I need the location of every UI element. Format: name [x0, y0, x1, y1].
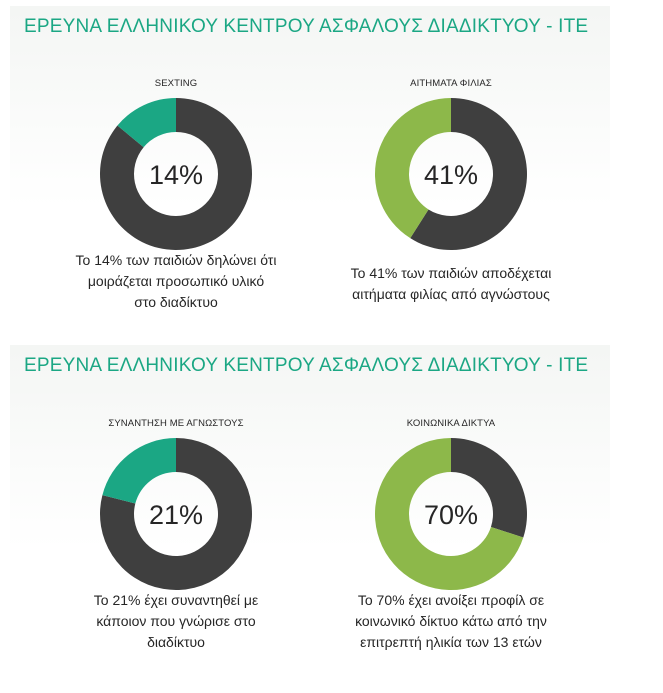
caption-line: στο διαδίκτυο: [134, 294, 218, 310]
chart-caption: [56, 250, 296, 313]
caption-line: Το 70% έχει ανοίξει προφίλ σε: [357, 592, 545, 608]
percentage-label: 21%: [148, 500, 204, 530]
caption-line: Το 14% των παιδιών δηλώνει ότι: [75, 252, 277, 268]
percentage-label: 41%: [423, 160, 479, 190]
donut-slice-value: [102, 438, 176, 504]
section-heading: ΕΡΕΥΝΑ ΕΛΛΗΝΙΚΟΥ ΚΕΝΤΡΟΥ ΑΣΦΑΛΟΥΣ ΔΙΑΔΙΚΤΥΟΥ - ΙΤΕ: [24, 355, 589, 376]
chart-title: ΚΟΙΝΩΝΙΚΑ ΔΙΚΤΥΑ: [406, 418, 496, 429]
caption-line: κάποιον που γνώρισε στο: [96, 613, 256, 629]
chart-caption: [331, 590, 571, 653]
caption-line: διαδίκτυο: [147, 634, 205, 650]
caption-line: αιτήματα φιλίας από αγνώστους: [352, 286, 550, 302]
chart-title: ΑΙΤΗΜΑΤΑ ΦΙΛΙΑΣ: [410, 78, 492, 89]
donut-chart: [375, 438, 527, 590]
donut-chart: [100, 438, 252, 590]
chart-title: SEXTING: [154, 78, 198, 89]
section-heading: ΕΡΕΥΝΑ ΕΛΛΗΝΙΚΟΥ ΚΕΝΤΡΟΥ ΑΣΦΑΛΟΥΣ ΔΙΑΔΙΚΤΥΟΥ - ΙΤΕ: [24, 16, 589, 37]
percentage-label: 70%: [423, 500, 479, 530]
caption-line: μοιράζεται προσωπικό υλικό: [87, 273, 265, 289]
chart-caption: [331, 263, 571, 305]
percentage-label: 14%: [148, 160, 204, 190]
chart-title: ΣΥΝΑΝΤΗΣΗ ΜΕ ΑΓΝΩΣΤΟΥΣ: [108, 418, 244, 429]
donut-chart: [100, 98, 252, 250]
caption-line: Το 41% των παιδιών αποδέχεται: [350, 265, 552, 281]
donut-chart: [375, 98, 527, 250]
caption-line: Το 21% έχει συναντηθεί με: [93, 592, 259, 608]
chart-caption: [56, 590, 296, 653]
caption-line: επιτρεπτή ηλικία των 13 ετών: [360, 634, 542, 650]
caption-line: κοινωνικό δίκτυο κάτω από την: [355, 613, 547, 629]
